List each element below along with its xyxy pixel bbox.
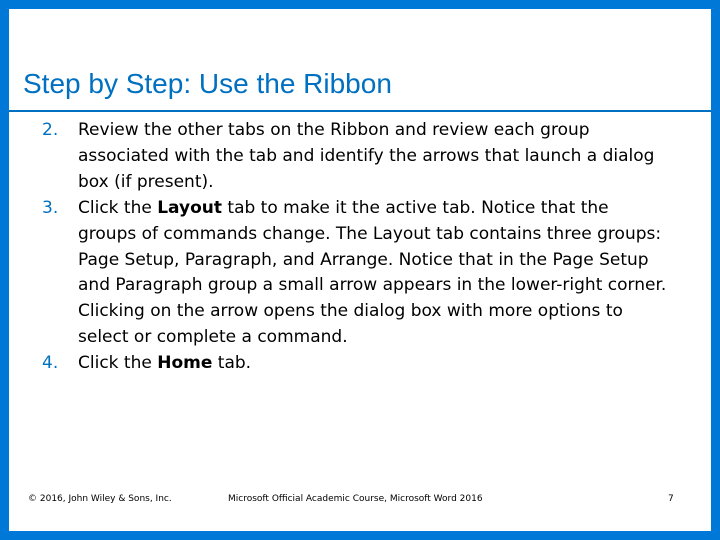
- step-text: Review the other tabs on the Ribbon and review each group associated with the tab and identify the arrows that launch a dialog box (if present).: [78, 120, 655, 192]
- list-item: [42, 118, 672, 196]
- step-list: [42, 118, 672, 377]
- emphasis-layout: Layout: [157, 197, 222, 218]
- footer-copyright: © 2016, John Wiley & Sons, Inc.: [28, 494, 172, 504]
- step-number: 4.: [42, 353, 59, 374]
- step-text: Click the Home tab.: [78, 353, 252, 374]
- list-item: [42, 196, 672, 351]
- footer-page-number: 7: [668, 494, 674, 504]
- step-text: Click the Layout tab to make it the active tab. Notice that the groups of commands change. The Layout tab contains three groups: Page Setup, Paragraph, and Arrange. Notice that in the Page Setup and Paragraph group a small arrow appears in the lower-right corner. Clicking on the arrow opens the dialog box with more options to select or complete a command.: [78, 197, 667, 348]
- list-item: [42, 351, 672, 377]
- footer-course: Microsoft Official Academic Course, Microsoft Word 2016: [228, 494, 483, 504]
- title-divider: [9, 110, 711, 112]
- slide-title: Step by Step: Use the Ribbon: [23, 68, 392, 99]
- emphasis-home: Home: [157, 353, 213, 374]
- step-number: 3.: [42, 197, 59, 218]
- step-number: 2.: [42, 120, 59, 140]
